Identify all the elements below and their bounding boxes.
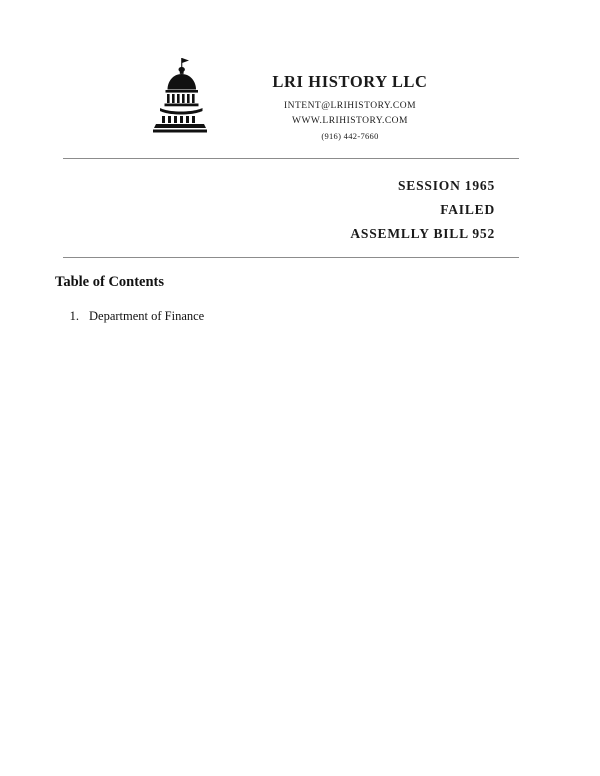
list-item[interactable] [55, 307, 475, 325]
org-website: WWW.LRIHISTORY.COM [292, 116, 408, 126]
organization-info [225, 72, 475, 141]
org-name: LRI HISTORY LLC [272, 72, 428, 91]
org-phone: (916) 442-7660 [321, 131, 379, 141]
table-of-contents-title: Table of Contents [55, 274, 165, 290]
divider-bottom [63, 257, 519, 258]
status-line: FAILED [440, 202, 495, 217]
divider-top [63, 158, 519, 159]
bill-heading [63, 178, 495, 250]
letterhead [0, 52, 600, 142]
session-line: SESSION 1965 [397, 178, 495, 193]
org-email: INTENT@LRIHISTORY.COM [283, 101, 417, 111]
capitol-dome-icon [148, 56, 218, 136]
toc-item-label: Department of Finance [89, 309, 205, 323]
bill-number-line: ASSEMLLY BILL 952 [350, 226, 495, 241]
toc-item-number: 1. [69, 309, 79, 323]
table-of-contents-list [55, 307, 475, 328]
